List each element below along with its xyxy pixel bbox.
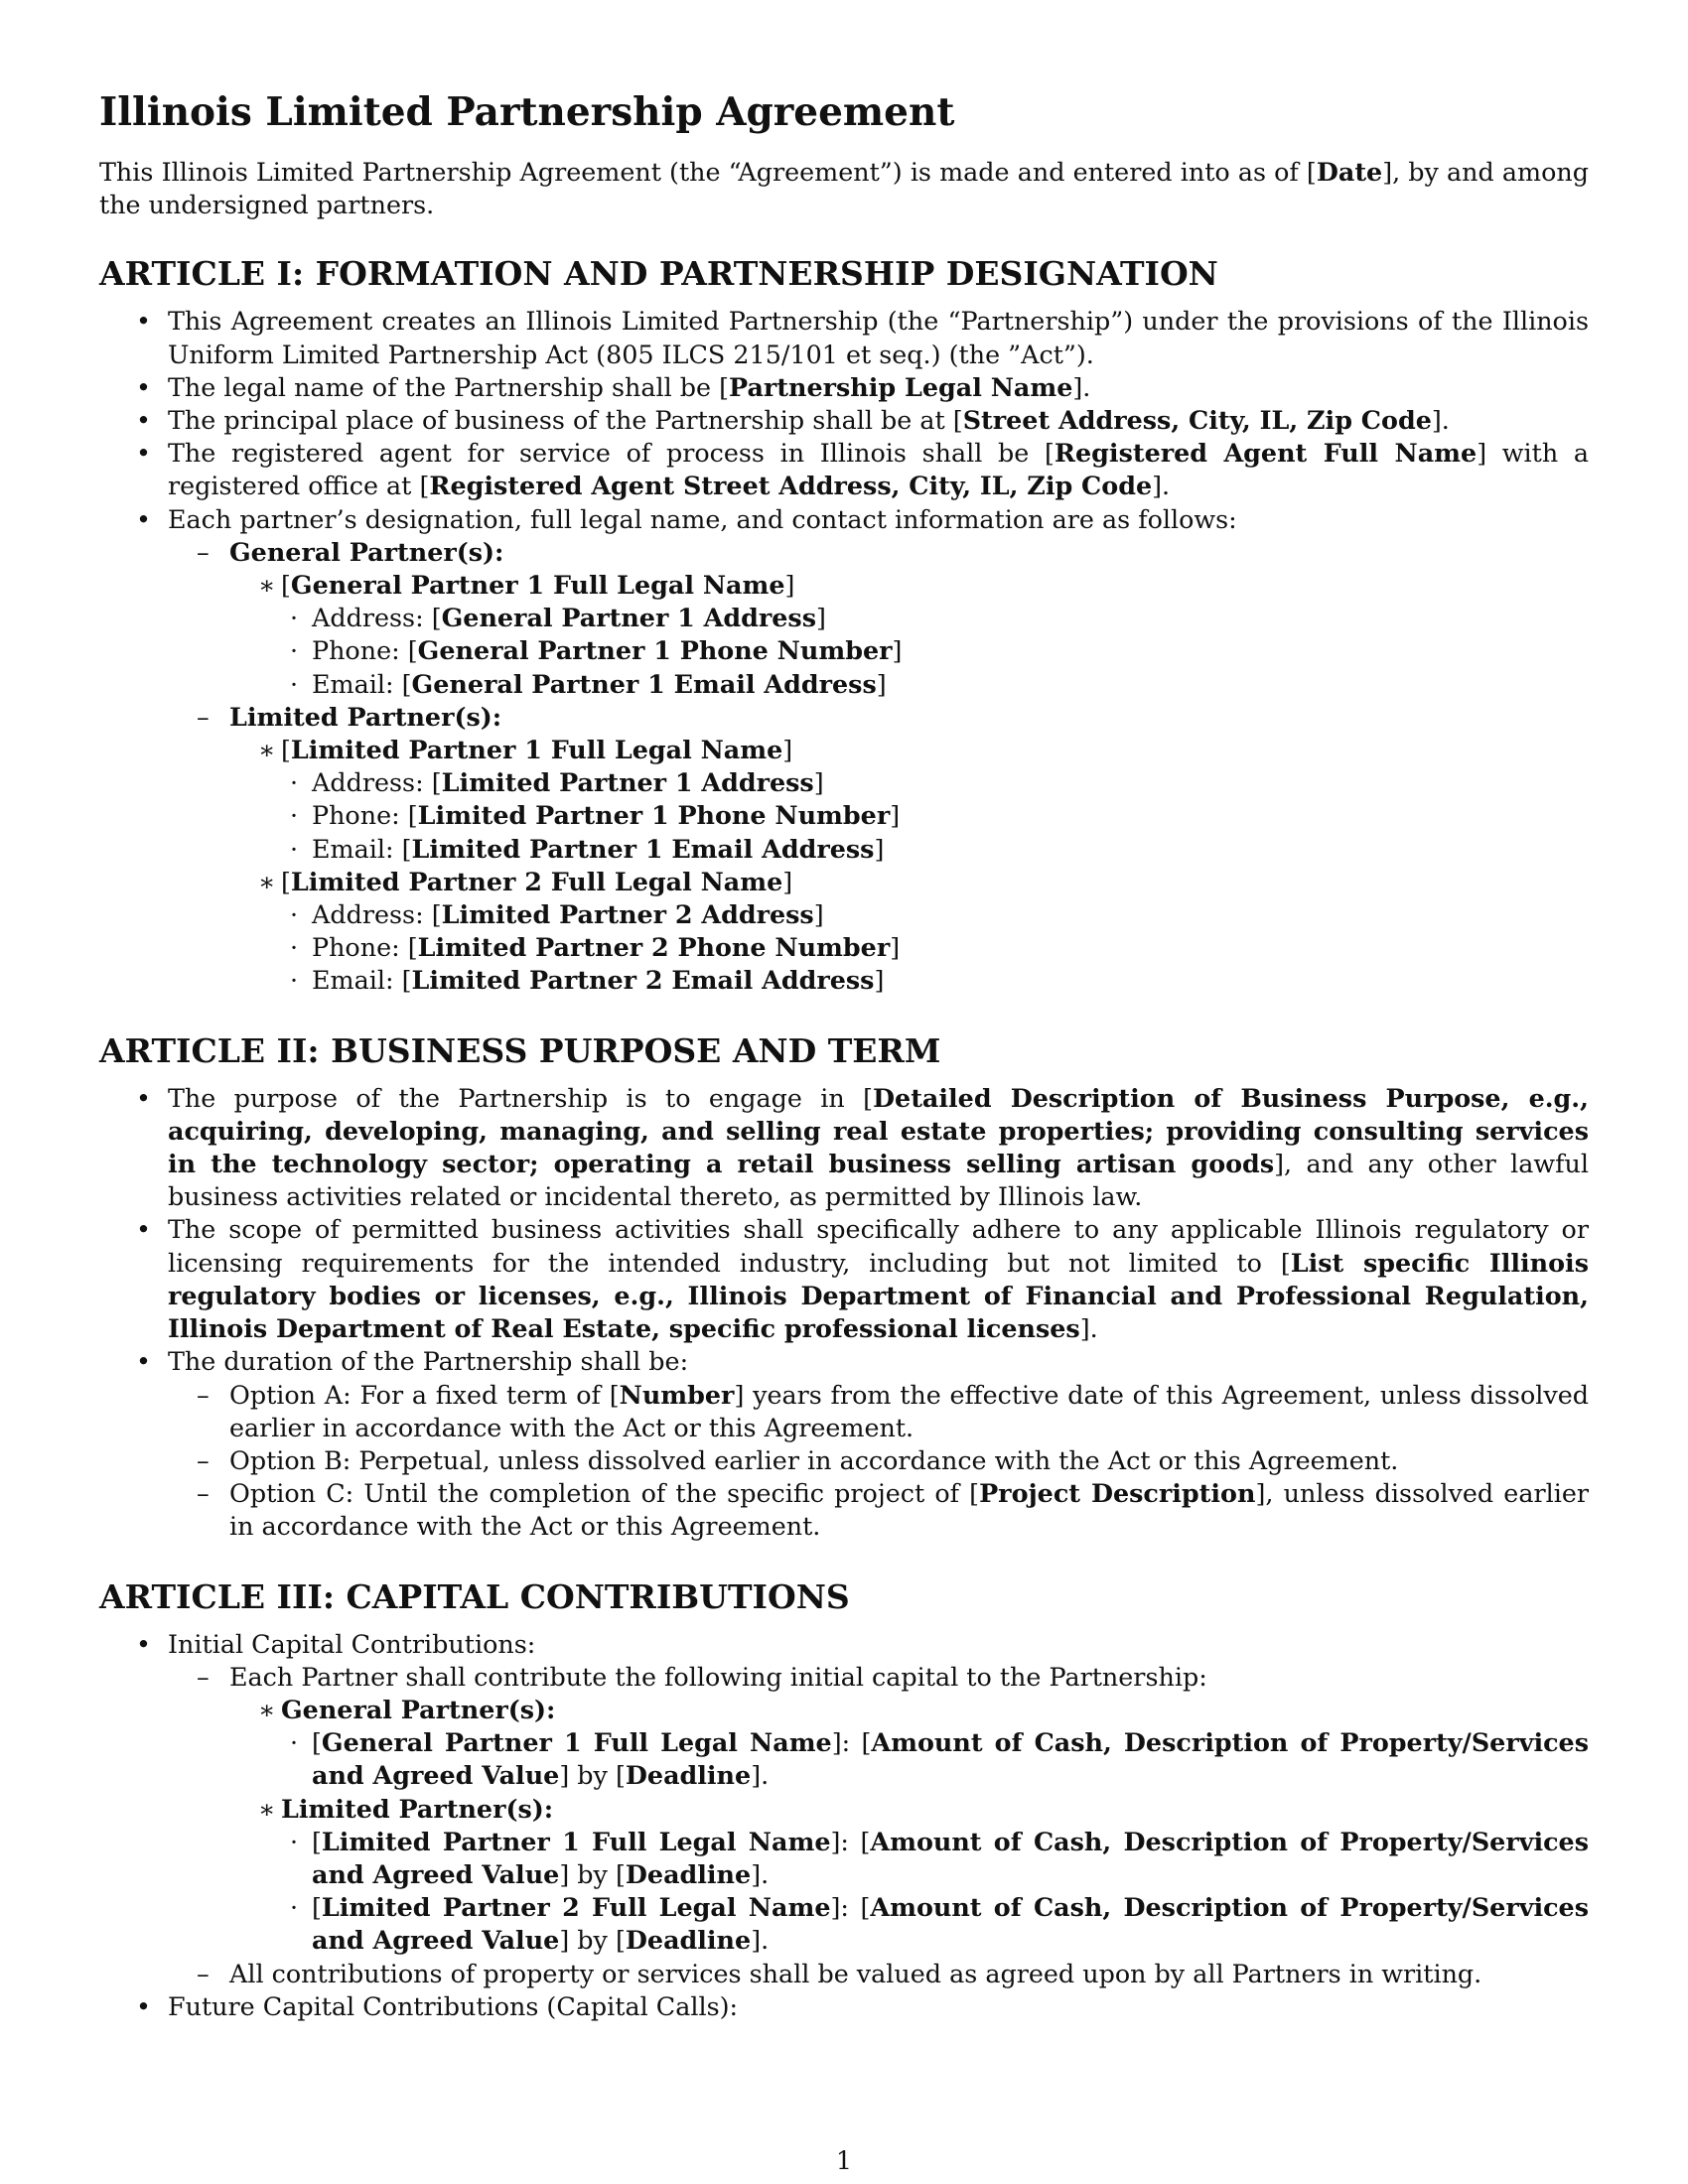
partnership-name-placeholder: Partnership Legal Name (729, 371, 1073, 402)
contribution-groups (229, 1694, 1589, 1958)
bullet-marker: • (136, 405, 151, 436)
dot-marker: · (290, 1826, 299, 1856)
article-1-heading: ARTICLE I: FORMATION AND PARTNERSHIP DESIGNATION (99, 254, 1218, 294)
dash-marker: – (197, 1444, 210, 1475)
general-partners-label: General Partner(s): (281, 1694, 556, 1724)
contact-list (281, 766, 1589, 866)
general-partners-label: General Partner(s): (229, 536, 504, 567)
list-item: • Initial Capital Contributions: – Each Partner shall contribute the following initial capital to the Partnership: ∗ General Partner(s): · [General Partner 1 Full Legal Name]: [Amount of Cash, Description of Property/Services and Agreed Value] by [Deadline]. ∗ Limited Partner(s): · [Limited Partner 1 Full Legal Name]: [Amount of Cash, Description of Property/Services and Agreed Value] by [Deadline]. · [Limited Partner 2 Full Legal Name]: [Amount of Cash, Description of Property/Services and Agreed Value] by [Deadline]. – All contributions of property or services shall be valued as agreed upon by all Partners in writing. (99, 1628, 1589, 1990)
list-item (168, 701, 1589, 998)
dot-marker: · (290, 833, 299, 864)
list-item: · [General Partner 1 Full Legal Name]: [Amount of Cash, Description of Property/Services and Agreed Value] by [Deadline]. (290, 1727, 1590, 1791)
article-2-list (99, 1082, 1589, 1544)
project-description-placeholder: Project Description (979, 1478, 1256, 1509)
partner-name: General Partner 1 Full Legal Name (290, 570, 785, 601)
bullet-marker: • (136, 371, 151, 402)
limited-contributions (281, 1826, 1589, 1958)
list-item: · Email: [Limited Partner 1 Email Address] (281, 833, 1589, 866)
list-item: ∗ [Limited Partner 1 Full Legal Name] · Address: [Limited Partner 1 Address] · Phone: [Limited Partner 1 Phone Number] · Email: [Limited Partner 1 Email Address] (229, 734, 1589, 866)
document-page (99, 87, 1589, 2056)
agent-address-placeholder: Registered Agent Street Address, City, IL, Zip Code (429, 471, 1153, 501)
contact-list (281, 898, 1589, 998)
business-purpose-placeholder: Detailed Description of Business Purpose, e.g., acquiring, developing, managing, and selling real estate properties; providing consulting services in the technology sector; operating a retail business selling artisan goods (168, 1082, 1589, 1179)
general-partner-list (229, 569, 1589, 701)
dash-marker: – (197, 1661, 210, 1692)
intro-text-end: ], by and among the undersigned partners. (99, 157, 1590, 220)
list-item: · Email: [General Partner 1 Email Address] (281, 668, 1589, 701)
partner-designation-list (168, 536, 1589, 998)
dash-marker: – (197, 1958, 210, 1988)
list-item (168, 536, 1589, 701)
limited-partners-label: Limited Partner(s): (281, 1793, 554, 1824)
agent-name-placeholder: Registered Agent Full Name (1054, 438, 1477, 469)
bullet-marker: • (136, 306, 151, 337)
list-item: • The scope of permitted business activities shall specifically adhere to any applicable Illinois regulatory or licensing requirements for the intended industry, including but not limited to [List specific Illinois regulatory bodies or licenses, e.g., Illinois Department of Financial and Professional Regulation, Illinois Department of Real Estate, specific professional licenses]. (136, 1214, 1589, 1344)
dash-marker: – (197, 1478, 210, 1509)
address-placeholder: Street Address, City, IL, Zip Code (962, 405, 1432, 436)
limited-partner-list (229, 734, 1589, 998)
article-3-heading: ARTICLE III: CAPITAL CONTRIBUTIONS (99, 1576, 850, 1616)
intro-text: This Illinois Limited Partnership Agreement (the “Agreement”) is made and entered into as of [ (99, 157, 1317, 187)
article-1 (99, 253, 1589, 997)
list-item: · Phone: [Limited Partner 2 Phone Number] (281, 931, 1589, 964)
bullet-marker: • (136, 1082, 151, 1113)
list-item: ∗ [General Partner 1 Full Legal Name] · Address: [General Partner 1 Address] · Phone: [General Partner 1 Phone Number] · Email: [General Partner 1 Email Address] (229, 569, 1589, 701)
dot-marker: · (290, 1892, 299, 1923)
list-item: – Option A: For a fixed term of [Number] years from the effective date of this Agreement, unless dissolved earlier in accordance with the Act or this Agreement. (197, 1379, 1589, 1442)
number-placeholder: Number (619, 1379, 735, 1410)
list-item: • Future Capital Contributions (Capital Calls): (99, 1990, 1589, 2023)
limited-partners-label: Limited Partner(s): (229, 701, 502, 732)
list-item: – Each Partner shall contribute the following initial capital to the Partnership: ∗ General Partner(s): · [General Partner 1 Full Legal Name]: [Amount of Cash, Description of Property/Services and Agreed Value] by [Deadline]. ∗ Limited Partner(s): · [Limited Partner 1 Full Legal Name]: [Amount of Cash, Description of Property/Services and Agreed Value] by [Deadline]. · [Limited Partner 2 Full Legal Name]: [Amount of Cash, Description of Property/Services and Agreed Value] by [Deadline]. (168, 1661, 1589, 1958)
dot-marker: · (290, 1727, 299, 1758)
bullet-marker: • (136, 438, 151, 469)
list-item: · Phone: [General Partner 1 Phone Number] (281, 634, 1589, 667)
article-2-heading: ARTICLE II: BUSINESS PURPOSE AND TERM (99, 1030, 941, 1070)
article-3-list (99, 1628, 1589, 2023)
list-item: ∗ [Limited Partner 2 Full Legal Name] · Address: [Limited Partner 2 Address] · Phone: [Limited Partner 2 Phone Number] · Email: [Limited Partner 2 Email Address] (229, 866, 1589, 998)
star-marker: ∗ (258, 1793, 276, 1824)
list-item (229, 1793, 1589, 1958)
dash-marker: – (197, 1379, 210, 1410)
list-item (229, 1694, 1589, 1793)
list-item: · Phone: [Limited Partner 1 Phone Number] (281, 799, 1589, 832)
article-1-list (99, 305, 1589, 997)
partner-name: Limited Partner 2 Full Legal Name (290, 866, 783, 896)
star-marker: ∗ (258, 866, 276, 896)
list-item: • The registered agent for service of process in Illinois shall be [Registered Agent Full Name] with a registered office at [Registered Agent Street Address, City, IL, Zip Code]. (136, 438, 1589, 501)
list-item: • The principal place of business of the Partnership shall be at [Street Address, City, IL, Zip Code]. (99, 404, 1589, 437)
article-2 (99, 1030, 1589, 1544)
general-contributions (281, 1726, 1589, 1792)
list-item: • The legal name of the Partnership shall be [Partnership Legal Name]. (99, 371, 1589, 404)
dash-marker: – (197, 701, 210, 732)
document-title: Illinois Limited Partnership Agreement (99, 89, 955, 135)
date-placeholder: Date (1316, 157, 1383, 187)
intro-paragraph (99, 156, 1589, 221)
dash-marker: – (197, 536, 210, 567)
list-item: • This Agreement creates an Illinois Limited Partnership (the “Partnership”) under the provisions of the Illinois Uniform Limited Partnership Act (805 ILCS 215/101 et seq.) (the ”Act”). (136, 306, 1589, 369)
bullet-marker: • (136, 503, 151, 534)
list-item: – Option C: Until the completion of the specific project of [Project Description], unless dissolved earlier in accordance with the Act or this Agreement. (197, 1478, 1590, 1542)
list-item: · Address: [General Partner 1 Address] (281, 602, 1589, 634)
list-item: • Each partner’s designation, full legal name, and contact information are as follows: – General Partner(s): ∗ [General Partner 1 Full Legal Name] · Address: [General Partner 1 Address] · Phone: [General Partner 1 Phone Number] · Email: [General Partner 1 Email Address] – Limited Partner(s): ∗ [Limited Partner 1 Full Legal Name] · Address: [Limited Partner 1 Address] · Phone: [Limited Partner 1 Phone Number] · Email: [Limited Partner 1 Email Address] ∗ [Limited Partner 2 Full Legal Name] · Address: [Limited Partner 2 Address] · Phone: [Limited Partner 2 Phone Number] · Email: [Limited Partner 2 Email Address] (99, 503, 1589, 998)
duration-options-list (168, 1379, 1589, 1544)
star-marker: ∗ (258, 735, 276, 765)
regulatory-placeholder: List specific Illinois regulatory bodies or licenses, e.g., Illinois Department of Financial and Professional Regulation, Illinois Department of Real Estate, specific professional licenses (168, 1247, 1589, 1344)
bullet-marker: • (136, 1628, 151, 1659)
dot-marker: · (290, 932, 299, 963)
star-marker: ∗ (258, 1694, 276, 1724)
contact-list (281, 602, 1589, 701)
dot-marker: · (290, 635, 299, 666)
list-item: – All contributions of property or services shall be valued as agreed upon by all Partners in writing. (168, 1958, 1589, 1990)
dot-marker: · (290, 800, 299, 831)
bullet-marker: • (136, 1214, 151, 1245)
list-item: • The duration of the Partnership shall be: – Option A: For a fixed term of [Number] years from the effective date of this Agreement, unless dissolved earlier in accordance with the Act or this Agreement. – Option B: Perpetual, unless dissolved earlier in accordance with the Act or this Agreement. – Option C: Until the completion of the specific project of [Project Description], unless dissolved earlier in accordance with the Act or this Agreement. (99, 1345, 1589, 1543)
page-number: 1 (835, 2145, 853, 2175)
partner-name: Limited Partner 1 Full Legal Name (290, 735, 783, 765)
list-item: · Address: [Limited Partner 2 Address] (281, 898, 1589, 931)
list-item: · [Limited Partner 2 Full Legal Name]: [Amount of Cash, Description of Property/Services and Agreed Value] by [Deadline]. (290, 1892, 1590, 1956)
article-3 (99, 1576, 1589, 2023)
initial-capital-list (168, 1661, 1589, 1990)
list-item: · Email: [Limited Partner 2 Email Address] (281, 964, 1589, 997)
dot-marker: · (290, 767, 299, 798)
list-item: · Address: [Limited Partner 1 Address] (281, 766, 1589, 799)
list-item: · [Limited Partner 1 Full Legal Name]: [Amount of Cash, Description of Property/Services and Agreed Value] by [Deadline]. (290, 1826, 1590, 1889)
dot-marker: · (290, 668, 299, 699)
dot-marker: · (290, 899, 299, 930)
list-item: – Option B: Perpetual, unless dissolved earlier in accordance with the Act or this Agreement. (168, 1444, 1589, 1477)
dot-marker: · (290, 603, 299, 633)
list-item: • The purpose of the Partnership is to engage in [Detailed Description of Business Purpose, e.g., acquiring, developing, managing, and selling real estate properties; providing consulting services in the technology sector; operating a retail business selling artisan goods], and any other lawful business activities related or incidental thereto, as permitted by Illinois law. (136, 1082, 1589, 1212)
bullet-marker: • (136, 1346, 151, 1377)
dot-marker: · (290, 965, 299, 996)
star-marker: ∗ (258, 570, 276, 601)
bullet-marker: • (136, 1990, 151, 2021)
